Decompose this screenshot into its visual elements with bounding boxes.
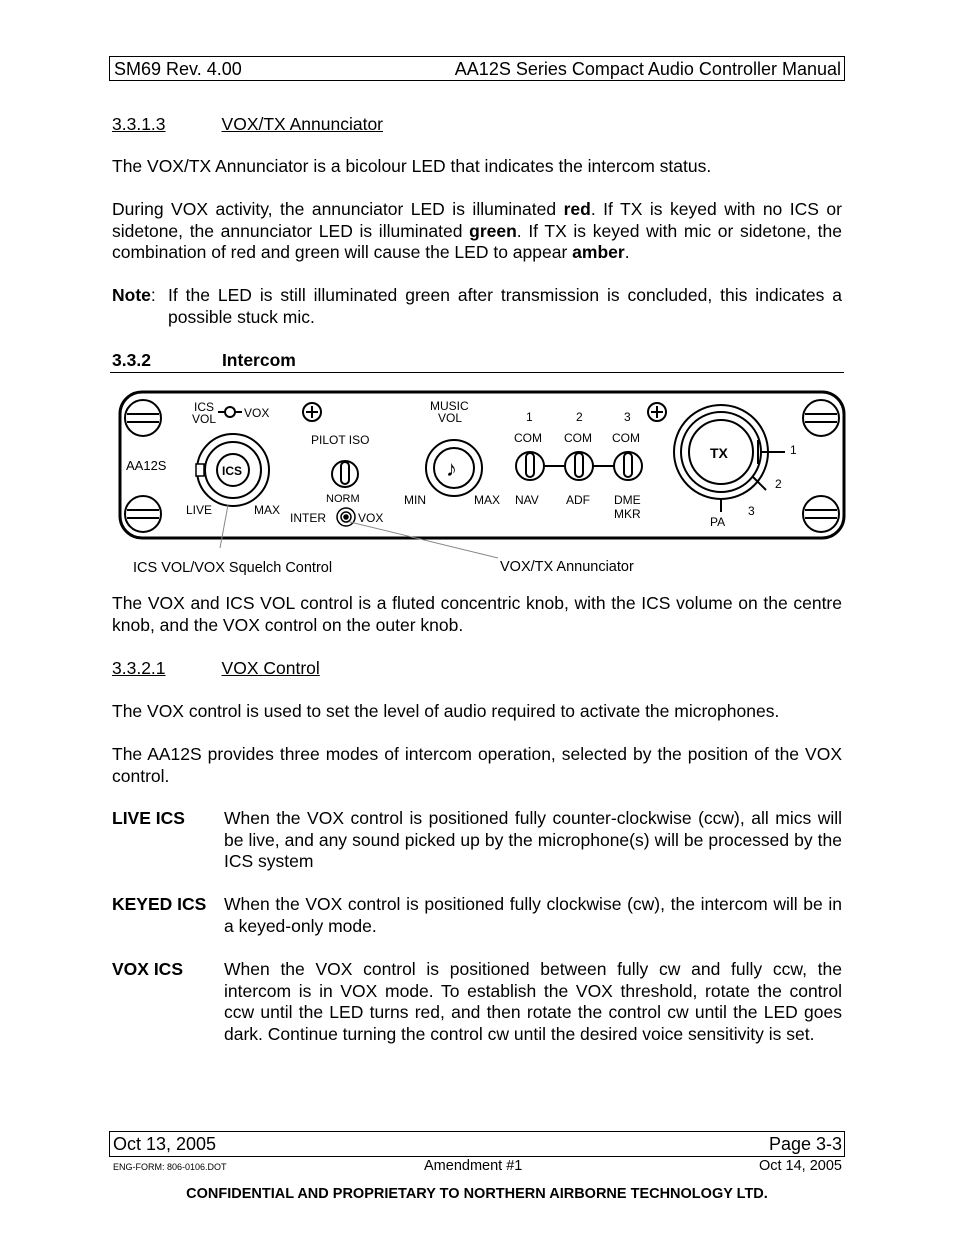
footer-confidential: CONFIDENTIAL AND PROPRIETARY TO NORTHERN AIRBORNE TECHNOLOGY LTD.	[186, 1186, 768, 1202]
vox-label: VOX	[244, 406, 270, 420]
music-note-icon: ♪	[446, 456, 457, 481]
page-footer	[109, 1131, 845, 1156]
live-label: LIVE	[186, 503, 213, 517]
switch-1-top: COM	[514, 431, 542, 445]
heading-rule	[110, 372, 844, 373]
toggle-switch-icon	[614, 452, 642, 480]
section-3321-heading: 3.3.2.1 VOX Control	[112, 658, 320, 678]
footer-date: Oct 13, 2005	[113, 1134, 217, 1154]
switch-1-bottom: NAV	[515, 493, 539, 507]
ics-label: ICS	[194, 400, 215, 414]
annunciator-led-icon	[337, 508, 355, 526]
mode-term: VOX ICS	[112, 959, 183, 979]
caption-vox-tx: VOX/TX Annunciator	[500, 559, 634, 575]
tx-position-1: 1	[790, 443, 797, 457]
model-label: AA12S	[126, 458, 167, 473]
section-3313-heading	[112, 114, 383, 135]
min-label: MIN	[404, 493, 426, 507]
inter-label: INTER	[290, 511, 326, 525]
max-label: MAX	[254, 503, 281, 517]
vol-label: VOL	[192, 412, 217, 426]
switch-3-bottom-2: MKR	[614, 507, 641, 521]
music-label: MUSIC	[430, 399, 469, 413]
footer-rule	[109, 1156, 845, 1157]
music-vol-label: VOL	[438, 411, 463, 425]
paragraph-led-colours: During VOX activity, the annunciator LED is illuminated red. If TX is keyed with no ICS or sidetone, the annunciator LED is illuminated green. If TX is keyed with mic or sidetone, the combination of red and green will cause the LED to appear amber.	[112, 199, 842, 262]
footer-page: Page 3-3	[768, 1134, 842, 1154]
switch-3-bottom: DME	[614, 493, 641, 507]
section-title: VOX/TX Annunciator	[221, 114, 384, 134]
toggle-switch-icon	[332, 461, 358, 487]
footer-form: ENG-FORM: 806-0106.DOT	[113, 1162, 227, 1172]
tx-position-2: 2	[775, 477, 782, 491]
mode-description: When the VOX control is positioned fully clockwise (cw), the intercom will be in a keyed-only mode.	[224, 894, 842, 936]
toggle-switch-icon	[565, 452, 593, 480]
mode-term: LIVE ICS	[112, 808, 185, 828]
switch-1-number: 1	[526, 410, 533, 424]
aa12s-front-panel-figure	[118, 390, 848, 585]
switch-3-top: COM	[612, 431, 640, 445]
footer-form-date: Oct 14, 2005	[758, 1158, 842, 1174]
paragraph: The VOX control is used to set the level of audio required to activate the microphones.	[112, 701, 780, 721]
paragraph-knob: The VOX and ICS VOL control is a fluted concentric knob, with the ICS volume on the centre knob, and the VOX control on the outer knob.	[112, 593, 842, 635]
ics-knob-label: ICS	[222, 464, 243, 478]
paragraph: The AA12S provides three modes of intercom operation, selected by the position of the VOX control.	[112, 744, 842, 786]
section-332-heading: 3.3.2 Intercom	[112, 350, 296, 370]
switch-2-top: COM	[564, 431, 592, 445]
note-text: If the LED is still illuminated green after transmission is concluded, this indicates a possible stuck mic.	[168, 285, 842, 327]
pilot-iso-label: PILOT ISO	[311, 433, 370, 447]
footer-amendment: Amendment #1	[424, 1158, 523, 1174]
section-number: 3.3.1.3	[112, 114, 166, 134]
caption-ics-vol: ICS VOL/VOX Squelch Control	[133, 560, 333, 576]
switch-3-number: 3	[624, 410, 631, 424]
manual-title: AA12S Series Compact Audio Controller Manual	[454, 59, 841, 79]
vox-mode-label: VOX	[358, 511, 384, 525]
mode-description: When the VOX control is positioned between fully cw and fully ccw, the intercom is in VOX mode. To establish the VOX threshold, rotate the control ccw until the LED turns red, and then rotate the control cw until the LED goes dark. Continue turning the control cw until the desired voice sensitivity is set.	[224, 959, 842, 1044]
max-label-2: MAX	[474, 493, 501, 507]
mode-term: KEYED ICS	[112, 894, 207, 914]
norm-label: NORM	[326, 493, 360, 505]
paragraph: The VOX/TX Annunciator is a bicolour LED that indicates the intercom status.	[112, 156, 712, 176]
mode-description: When the VOX control is positioned fully counter-clockwise (ccw), all mics will be live, and any sound picked up by the microphone(s) will be processed by the ICS system	[224, 808, 842, 871]
toggle-switch-icon	[516, 452, 544, 480]
tx-position-pa: PA	[710, 515, 726, 529]
note-label: Note:	[112, 285, 156, 305]
tx-position-3: 3	[748, 504, 755, 518]
doc-id: SM69 Rev. 4.00	[114, 59, 242, 79]
switch-2-bottom: ADF	[566, 493, 590, 507]
tx-label: TX	[710, 445, 728, 461]
switch-2-number: 2	[576, 410, 583, 424]
